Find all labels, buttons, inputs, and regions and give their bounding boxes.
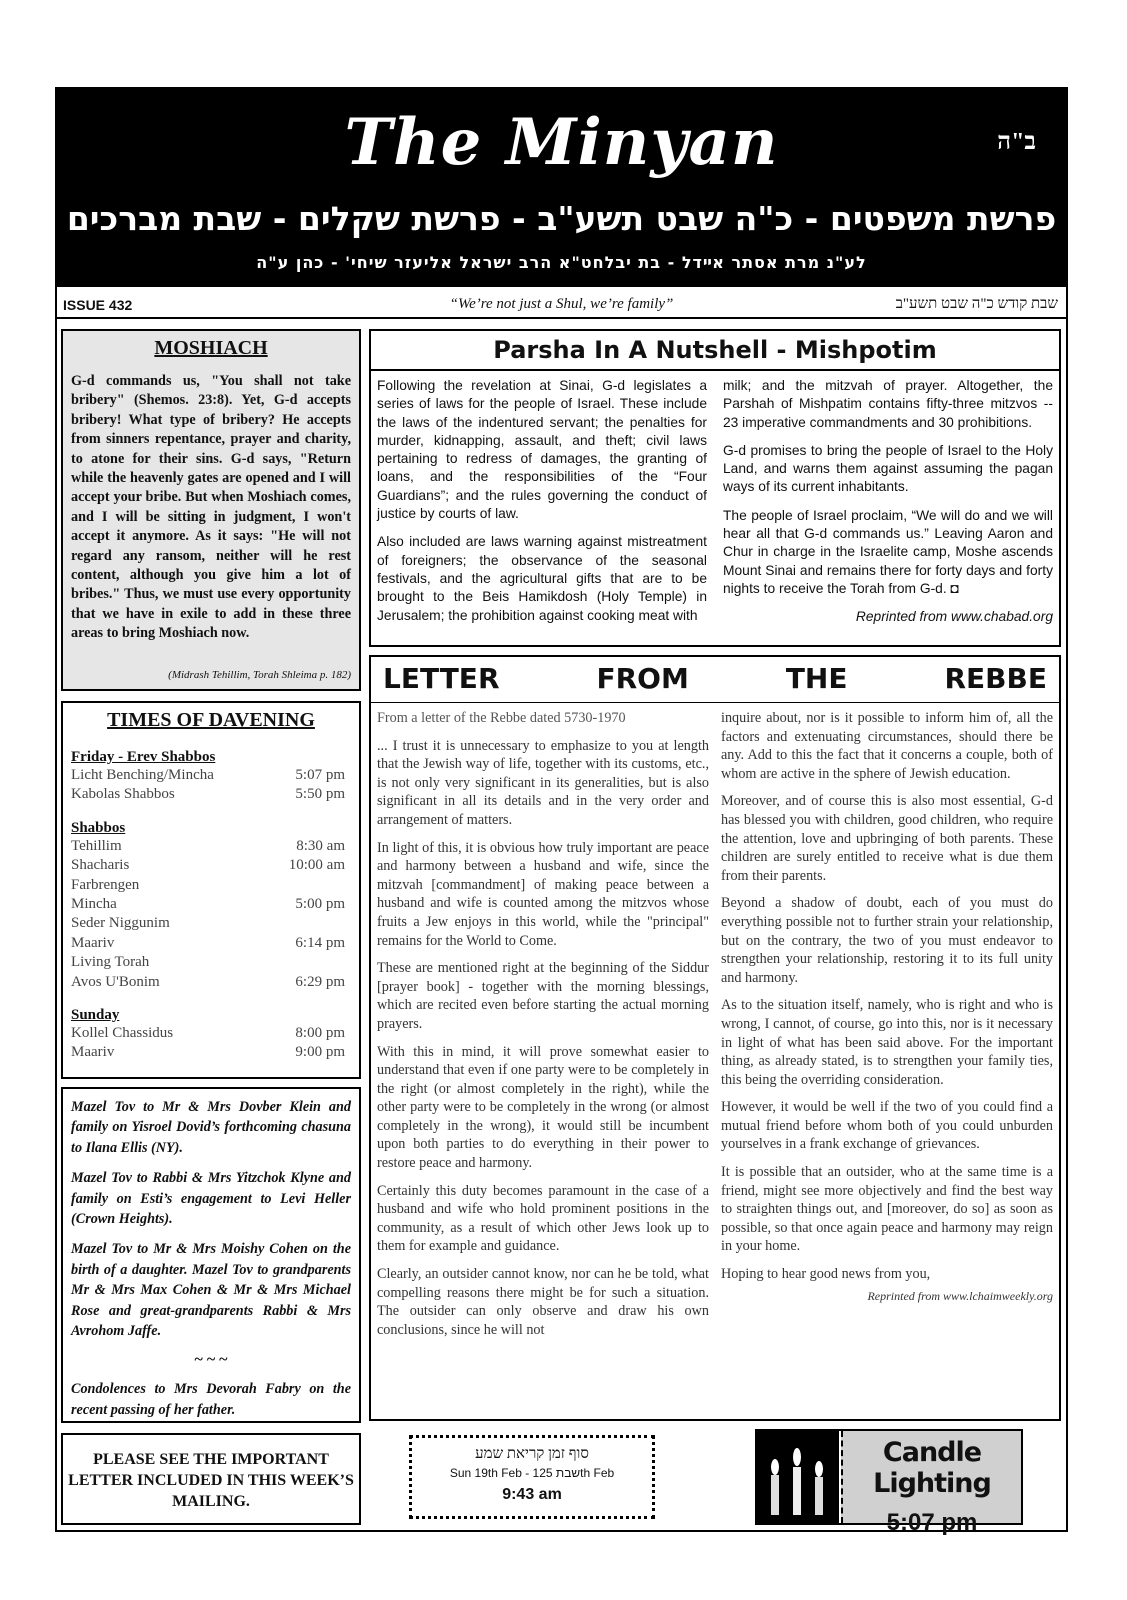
paragraph: ... I trust it is unnecessary to emphasize to you at length that the Jewish way of life, together with its customs, etc., is not only very significant in its generalities, but is also significant in all its details and in the very order and arrangement of matters. (377, 737, 709, 828)
letter-right-column (721, 709, 1053, 1348)
hebrew-date: שבת קודש כ"ה שבט תשע"ב (895, 296, 1058, 312)
time-row: Tehillim 8:30 am (71, 837, 345, 854)
important-letter-notice: PLEASE SEE THE IMPORTANT LETTER INCLUDED IN THIS WEEK’S MAILING. (61, 1433, 361, 1525)
paragraph: Beyond a shadow of doubt, each of you must do everything possible not to further strain your relationship, but on the contrary, the two of you must endeavor to strengthen your relationship, restoring it to its full unity and harmony. (721, 895, 1053, 986)
letter-title-word: REBBE (944, 662, 1047, 695)
paragraph: However, it would be well if the two of you could find a mutual friend before whom both of you could unburden yourselves in a frank exchange of grievances. (721, 1099, 1053, 1153)
time-row: Farbrengen (71, 876, 140, 893)
paragraph: G-d promises to bring the people of Israel to the Holy Land, and warns them against assuming the pagan ways of its current inhabitants. (723, 442, 1053, 495)
time-row: Maariv 9:00 pm (71, 1044, 345, 1061)
mazel-tov-item: Mazel Tov to Mr & Mrs Dovber Klein and family on Yisroel Dovid’s forthcoming chasuna to Ilana Ellis (NY). (71, 1099, 351, 1156)
paragraph: Also included are laws warning against mistreatment of foreigners; the observance of the seasonal festivals, and the agricultural gifts that are to be brought to the Beis Hamikdosh (Holy Temple) in Jerusalem; the prohibition against cooking meat with (377, 534, 707, 623)
time-row: Seder Niggunim (71, 915, 170, 932)
parsha-title: Parsha In A Nutshell - Mishpotim (371, 331, 1059, 371)
time-row: Maariv 6:14 pm (71, 934, 345, 951)
paragraph: Clearly, an outsider cannot know, nor can he be told, what compelling reasons there might be for such a situation. The outsider can only observe and draw his own conclusions, since he will not (377, 1266, 709, 1338)
bh-mark: ב"ה (997, 129, 1036, 155)
group-title: Friday - Erev Shabbos (71, 749, 216, 765)
paragraph: In light of this, it is obvious how truly important are peace and harmony between a husband and wife, since the mitzvah [commandment] of making peace between a husband and wife is counted among the mitzvos whose fruits a Jew enjoys in this world, while the "principal" remains for the World to Come. (377, 839, 709, 949)
times-heading: TIMES OF DAVENING (107, 709, 315, 731)
dedication-line: לע"נ מרת אסתר אײדל - בת יבלחט"א הרב ישראל אליעזר שיחי' - כהן ע"ה (256, 253, 867, 272)
moshiach-source: (Midrash Tehillim, Torah Shleima p. 182) (168, 669, 351, 681)
moshiach-box (61, 329, 361, 691)
group-title: Shabbos (71, 819, 126, 836)
shema-date: Sun 19th Feb - שבת 125th Feb (449, 1466, 615, 1480)
paragraph: milk; and the mitzvah of prayer. Altogether, the Parshah of Mishpatim contains fifty-three mitzvos -- 23 imperative commandments and 30 prohibitions. (723, 378, 1053, 430)
group-title: Sunday (71, 1007, 120, 1024)
candles-icon (757, 1431, 839, 1523)
letter-title (371, 657, 1059, 703)
issue-number: ISSUE 432 (63, 297, 133, 313)
issue-bar (57, 291, 1066, 319)
shema-hebrew-label: סוף זמן קריאת שמע (475, 1446, 589, 1462)
parsha-left-column (377, 377, 707, 637)
time-row: Kabolas Shabbos 5:50 pm (71, 786, 345, 803)
letter-left-column (377, 709, 709, 1348)
motto: “We’re not just a Shul, we’re family” (449, 296, 674, 312)
time-row: Licht Benching/Mincha 5:07 pm (71, 767, 345, 783)
letter-title-word: FROM (596, 662, 689, 695)
mazel-tov-item: Mazel Tov to Mr & Mrs Moishy Cohen on the birth of a daughter. Mazel Tov to grandparents Mr & Mrs Max Cohen & Mr & Mrs Michael Rose and great-grandparents Rabbi & Mrs Avrohom Jaffe. (71, 1241, 351, 1340)
letter-title-word: THE (785, 662, 848, 695)
newsletter-page (55, 87, 1068, 1536)
letter-intro: From a letter of the Rebbe dated 5730-1970 (377, 710, 626, 726)
candle-lighting-label: Candle Lighting (873, 1437, 991, 1499)
candle-lighting-text (841, 1431, 1021, 1536)
masthead (57, 89, 1066, 287)
times-group-sunday (71, 1006, 351, 1063)
letter-from-rebbe-box (369, 655, 1061, 1421)
paragraph: The people of Israel proclaim, “We will do and we will hear all that G-d commands us.” Leaving Aaron and Chur in charge in the Israelite camp, Moshe ascends Mount Sinai and remains there for forty days and forty nights to receive the Torah from G-d. ◘ (723, 507, 1053, 596)
time-row: Mincha 5:00 pm (71, 896, 345, 913)
time-row: Shacharis 10:00 am (71, 857, 345, 874)
paragraph: These are mentioned right at the beginning of the Siddur [prayer book] - together with the morning blessings, which are recited even before starting the actual morning prayers. (377, 960, 709, 1032)
parsha-reprinted: Reprinted from www.chabad.org (855, 609, 1053, 625)
paragraph: Moreover, and of course this is also most essential, G-d has blessed you with children, good children, who require the attention, love and upbringing of both parents. These children are surely entitled to receive what is due them from their parents. (721, 793, 1053, 884)
letter-title-word: LETTER (383, 662, 500, 695)
parsha-right-column (723, 377, 1053, 637)
moshiach-heading: MOSHIACH (154, 337, 268, 359)
candle-lighting-box (755, 1429, 1023, 1536)
times-group-friday (71, 748, 351, 805)
times-of-davening-box (61, 701, 361, 1079)
paragraph: It is possible that an outsider, who at the same time is a friend, might see more objectively and find the best way to straighten things out, and [moreover, do so] as soon as possible, so that once again peace and harmony may reign in your home. (721, 1164, 1053, 1255)
moshiach-body: G-d commands us, "You shall not take bribery" (Shemos. 23:8). Yet, G-d accepts bribery! What type of bribery? He accepts from sinners repentance, prayer and charity, to atone for their sins. G-d says, "Return while the heavenly gates are opened and I will accept your bribe. But when Moshiach comes, and I will be sitting in judgment, I won't accept it anymore. As it says: "He will not regard any ransom, neither will he rest content, although you give him a lot of bribes." Thus, we must use every opportunity that we have in exile to add in these three areas to bring Moshiach now. (71, 373, 351, 642)
paragraph: Following the revelation at Sinai, G-d legislates a series of laws for the people of Israel. These include the laws of the indentured servant; the penalties for murder, kidnapping, assault, and theft; civil laws pertaining to redress of damages, the granting of loans, and the responsibilities of the “Four Guardians”; and the rules governing the conduct of justice by courts of law. (377, 378, 707, 522)
mazel-tov-box (61, 1087, 361, 1423)
shema-time-box (409, 1435, 655, 1519)
time-row: Avos U'Bonim 6:29 pm (71, 973, 345, 990)
paragraph: Hoping to hear good news from you, (721, 1266, 931, 1283)
paragraph: As to the situation itself, namely, who is right and who is wrong, I cannot, of course, go into this, nor is it necessary in light of what has been said above. For the important thing, as already stated, is to strengthen your family ties, this being the overriding consideration. (721, 997, 1053, 1088)
parsha-hebrew-line: פרשת משפטים - כ"ה שבט תשע"ב - פרשת שקלים - שבת מברכים (66, 199, 1057, 238)
paragraph: inquire about, nor is it possible to inform him of, all the factors and extenuating circumstances, should there be any. Add to this the fact that it concerns a couple, both of whom are active in the sphere of Jewish education. (721, 710, 1053, 782)
time-row: Living Torah (71, 954, 150, 971)
condolence-item: Condolences to Mrs Devorah Fabry on the recent passing of her father. (71, 1381, 351, 1418)
mazel-tov-item: Mazel Tov to Rabbi & Mrs Yitzchok Klyne and family on Esti’s engagement to Levi Heller (Crown Heights). (71, 1170, 351, 1228)
paragraph: Certainly this duty becomes paramount in the case of a husband and wife who hold prominent positions in the community, as a result of which other Jews look up to them for example and guidance. (377, 1182, 709, 1255)
candle-lighting-time: 5:07 pm (886, 1509, 978, 1536)
newsletter-title: The Minyan (344, 105, 779, 180)
shema-time: 9:43 am (502, 1486, 562, 1503)
parsha-nutshell-box (369, 329, 1061, 647)
letter-reprinted: Reprinted from www.lchaimweekly.org (867, 1288, 1053, 1303)
times-group-shabbos (71, 819, 351, 992)
time-row: Kollel Chassidus 8:00 pm (71, 1025, 345, 1042)
paragraph: With this in mind, it will prove somewhat easier to understand that even if one party were to be completely in the right (or almost completely in the right), while the other party were to be completely in the wrong (or almost completely in the wrong), it would still be incumbent upon both parties to do everything in their power to restore peace and harmony. (377, 1043, 709, 1172)
separator: ~ ~ ~ (194, 1351, 228, 1369)
